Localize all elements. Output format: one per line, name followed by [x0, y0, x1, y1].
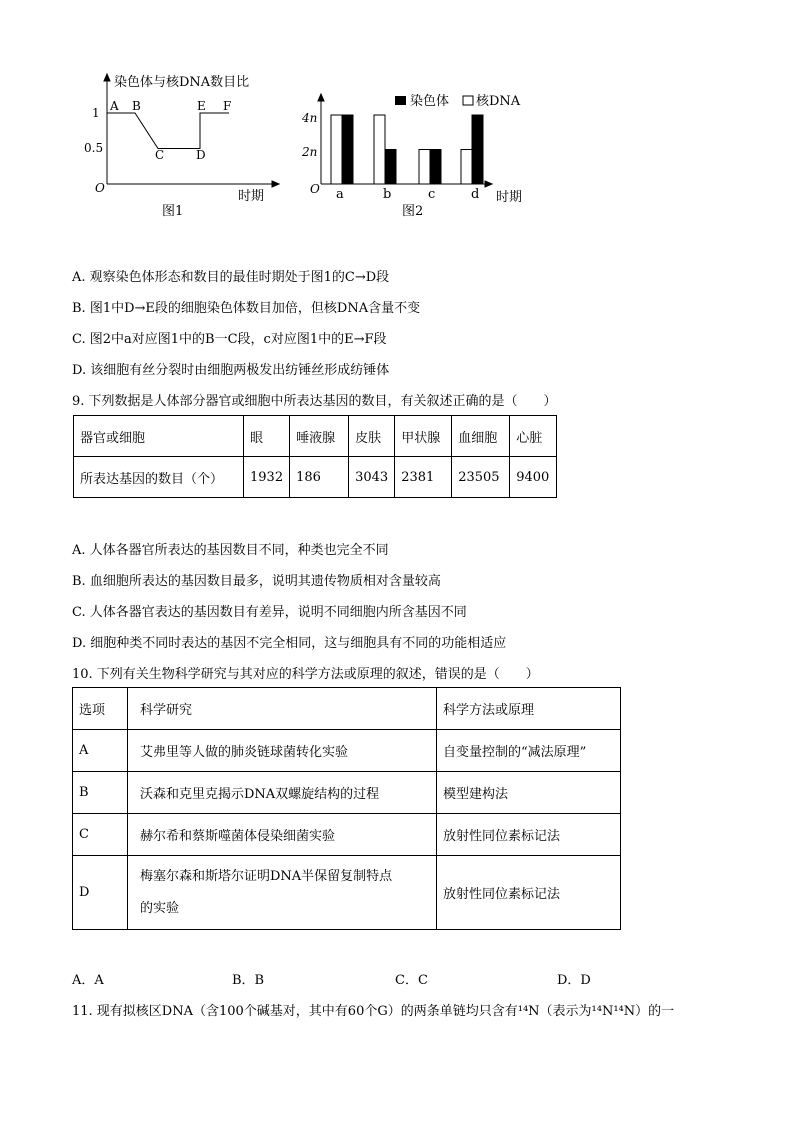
q10-cell: 模型建构法	[437, 772, 621, 814]
q9-data-cell: 9400	[510, 457, 557, 498]
fig2-cat-b: b	[383, 187, 392, 202]
q10-cell: 艾弗里等人做的肺炎链球菌转化实验	[128, 730, 437, 772]
q10-stem: 10. 下列有关生物科学研究与其对应的科学方法或原理的叙述，错误的是（ ）	[72, 667, 539, 682]
bar-chromosome-a	[342, 115, 353, 184]
fig1-point-D: D	[196, 148, 206, 162]
fig1-point-E: E	[197, 99, 206, 113]
legend-chrom-swatch	[395, 96, 406, 105]
bar-chromosome-b	[385, 150, 396, 185]
bar-dna-b	[374, 115, 385, 184]
q9-header-cell: 心脏	[510, 416, 557, 457]
q9-header-cell: 皮肤	[349, 416, 395, 457]
q9-header-row	[74, 416, 557, 457]
q10-cell: 放射性同位素标记法	[437, 814, 621, 856]
bar-chromosome-c	[430, 150, 441, 185]
q10-option-b: B．B	[232, 973, 265, 988]
fig1-point-B: B	[132, 99, 141, 113]
fig1-ytick-1: 1	[92, 106, 100, 120]
q9-data-cell: 23505	[452, 457, 510, 498]
q9-header-cell: 血细胞	[452, 416, 510, 457]
q10-option-a: A．A	[72, 973, 104, 988]
q9-data-cell: 所表达基因的数目（个）	[74, 457, 244, 498]
legend-dna-label: 核DNA	[476, 94, 521, 109]
q10-cell: 沃森和克里克揭示DNA双螺旋结构的过程	[128, 772, 437, 814]
q9-header-cell: 甲状腺	[395, 416, 452, 457]
fig1-origin: O	[95, 181, 105, 195]
q10-cell: B	[73, 772, 128, 814]
fig2-origin: O	[310, 182, 320, 196]
figure-1	[80, 70, 290, 220]
q10-cell: 赫尔希和蔡斯噬菌体侵染细菌实验	[128, 814, 437, 856]
q9-option-c: C. 人体各器官表达的基因数目有差异，说明不同细胞内所含基因不同	[72, 605, 467, 620]
bar-dna-d	[461, 150, 472, 185]
fig1-x-arrow	[272, 181, 279, 187]
legend-dna-swatch	[463, 96, 473, 105]
q10-cell: 梅塞尔森和斯塔尔证明DNA半保留复制特点的实验	[128, 856, 437, 930]
q8-option-b: B. 图1中D→E段的细胞染色体数目加倍，但核DNA含量不变	[72, 301, 421, 316]
fig1-caption: 图1	[162, 204, 184, 219]
q10-row-b	[73, 772, 621, 814]
fig1-point-C: C	[155, 148, 165, 162]
q10-row-a	[73, 730, 621, 772]
legend-chrom-label: 染色体	[410, 94, 450, 109]
q9-header-cell: 器官或细胞	[74, 416, 244, 457]
q10-cell: A	[73, 730, 128, 772]
fig2-x-arrow	[485, 181, 492, 187]
q9-option-a: A. 人体各器官所表达的基因数目不同，种类也完全不同	[72, 543, 389, 558]
fig2-y-arrow	[318, 94, 324, 101]
q10-header-cell: 选项	[73, 688, 128, 730]
fig1-point-A: A	[110, 99, 119, 113]
q8-option-d: D. 该细胞有丝分裂时由细胞两极发出纺锤丝形成纺锤体	[72, 363, 390, 378]
q9-option-b: B. 血细胞所表达的基因数目最多，说明其遗传物质相对含量较高	[72, 574, 441, 589]
fig1-y-arrow	[104, 74, 110, 81]
q10-row-c	[73, 814, 621, 856]
q9-data-cell: 186	[290, 457, 349, 498]
q9-stem: 9. 下列数据是人体部分器官或细胞中所表达基因的数目，有关叙述正确的是（ ）	[72, 394, 557, 409]
fig2-cat-a: a	[336, 187, 344, 202]
q9-data-cell: 2381	[395, 457, 452, 498]
fig2-caption: 图2	[402, 204, 424, 219]
q10-cell: C	[73, 814, 128, 856]
bar-dna-a	[331, 115, 342, 184]
q10-cell: 放射性同位素标记法	[437, 856, 621, 930]
q9-option-d: D. 细胞种类不同时表达的基因不完全相同，这与细胞具有不同的功能相适应	[72, 636, 507, 651]
q9-data-cell: 1932	[244, 457, 290, 498]
fig1-xlabel: 时期	[238, 189, 265, 204]
q9-table	[73, 415, 557, 498]
q10-table	[72, 687, 621, 930]
fig2-ytick-4n: 4n	[302, 111, 318, 125]
q10-header-row	[73, 688, 621, 730]
q10-cell: 自变量控制的“减法原理”	[437, 730, 621, 772]
q10-option-d: D．D	[557, 973, 591, 988]
fig2-cat-c: c	[428, 187, 436, 202]
q9-header-cell: 眼	[244, 416, 290, 457]
fig1-ytick-05: 0.5	[84, 141, 104, 155]
fig1-ylabel: 染色体与核DNA数目比	[114, 75, 250, 90]
figure-2	[300, 88, 540, 220]
q10-header-cell: 科学方法或原理	[437, 688, 621, 730]
q10-row-d	[73, 856, 621, 930]
q9-data-cell: 3043	[349, 457, 395, 498]
fig2-cat-d: d	[471, 187, 480, 202]
q10-cell: D	[73, 856, 128, 930]
q10-option-c: C．C	[395, 973, 428, 988]
q10-header-cell: 科学研究	[128, 688, 437, 730]
fig2-xlabel: 时期	[496, 190, 523, 205]
q11-stem: 11. 现有拟核区DNA（含100个碱基对，其中有60个G）的两条单链均只含有¹⁴N（表示为¹⁴N¹⁴N）的一	[72, 1004, 675, 1019]
bar-chromosome-d	[472, 115, 483, 184]
fig2-ytick-2n: 2n	[302, 145, 318, 159]
fig1-data-line	[107, 113, 229, 149]
fig1-point-F: F	[223, 99, 232, 113]
q8-option-c: C. 图2中a对应图1中的B一C段，c对应图1中的E→F段	[72, 332, 387, 347]
q8-option-a: A. 观察染色体形态和数目的最佳时期处于图1的C→D段	[72, 270, 390, 285]
bar-dna-c	[419, 150, 430, 185]
q9-data-row	[74, 457, 557, 498]
q9-header-cell: 唾液腺	[290, 416, 349, 457]
